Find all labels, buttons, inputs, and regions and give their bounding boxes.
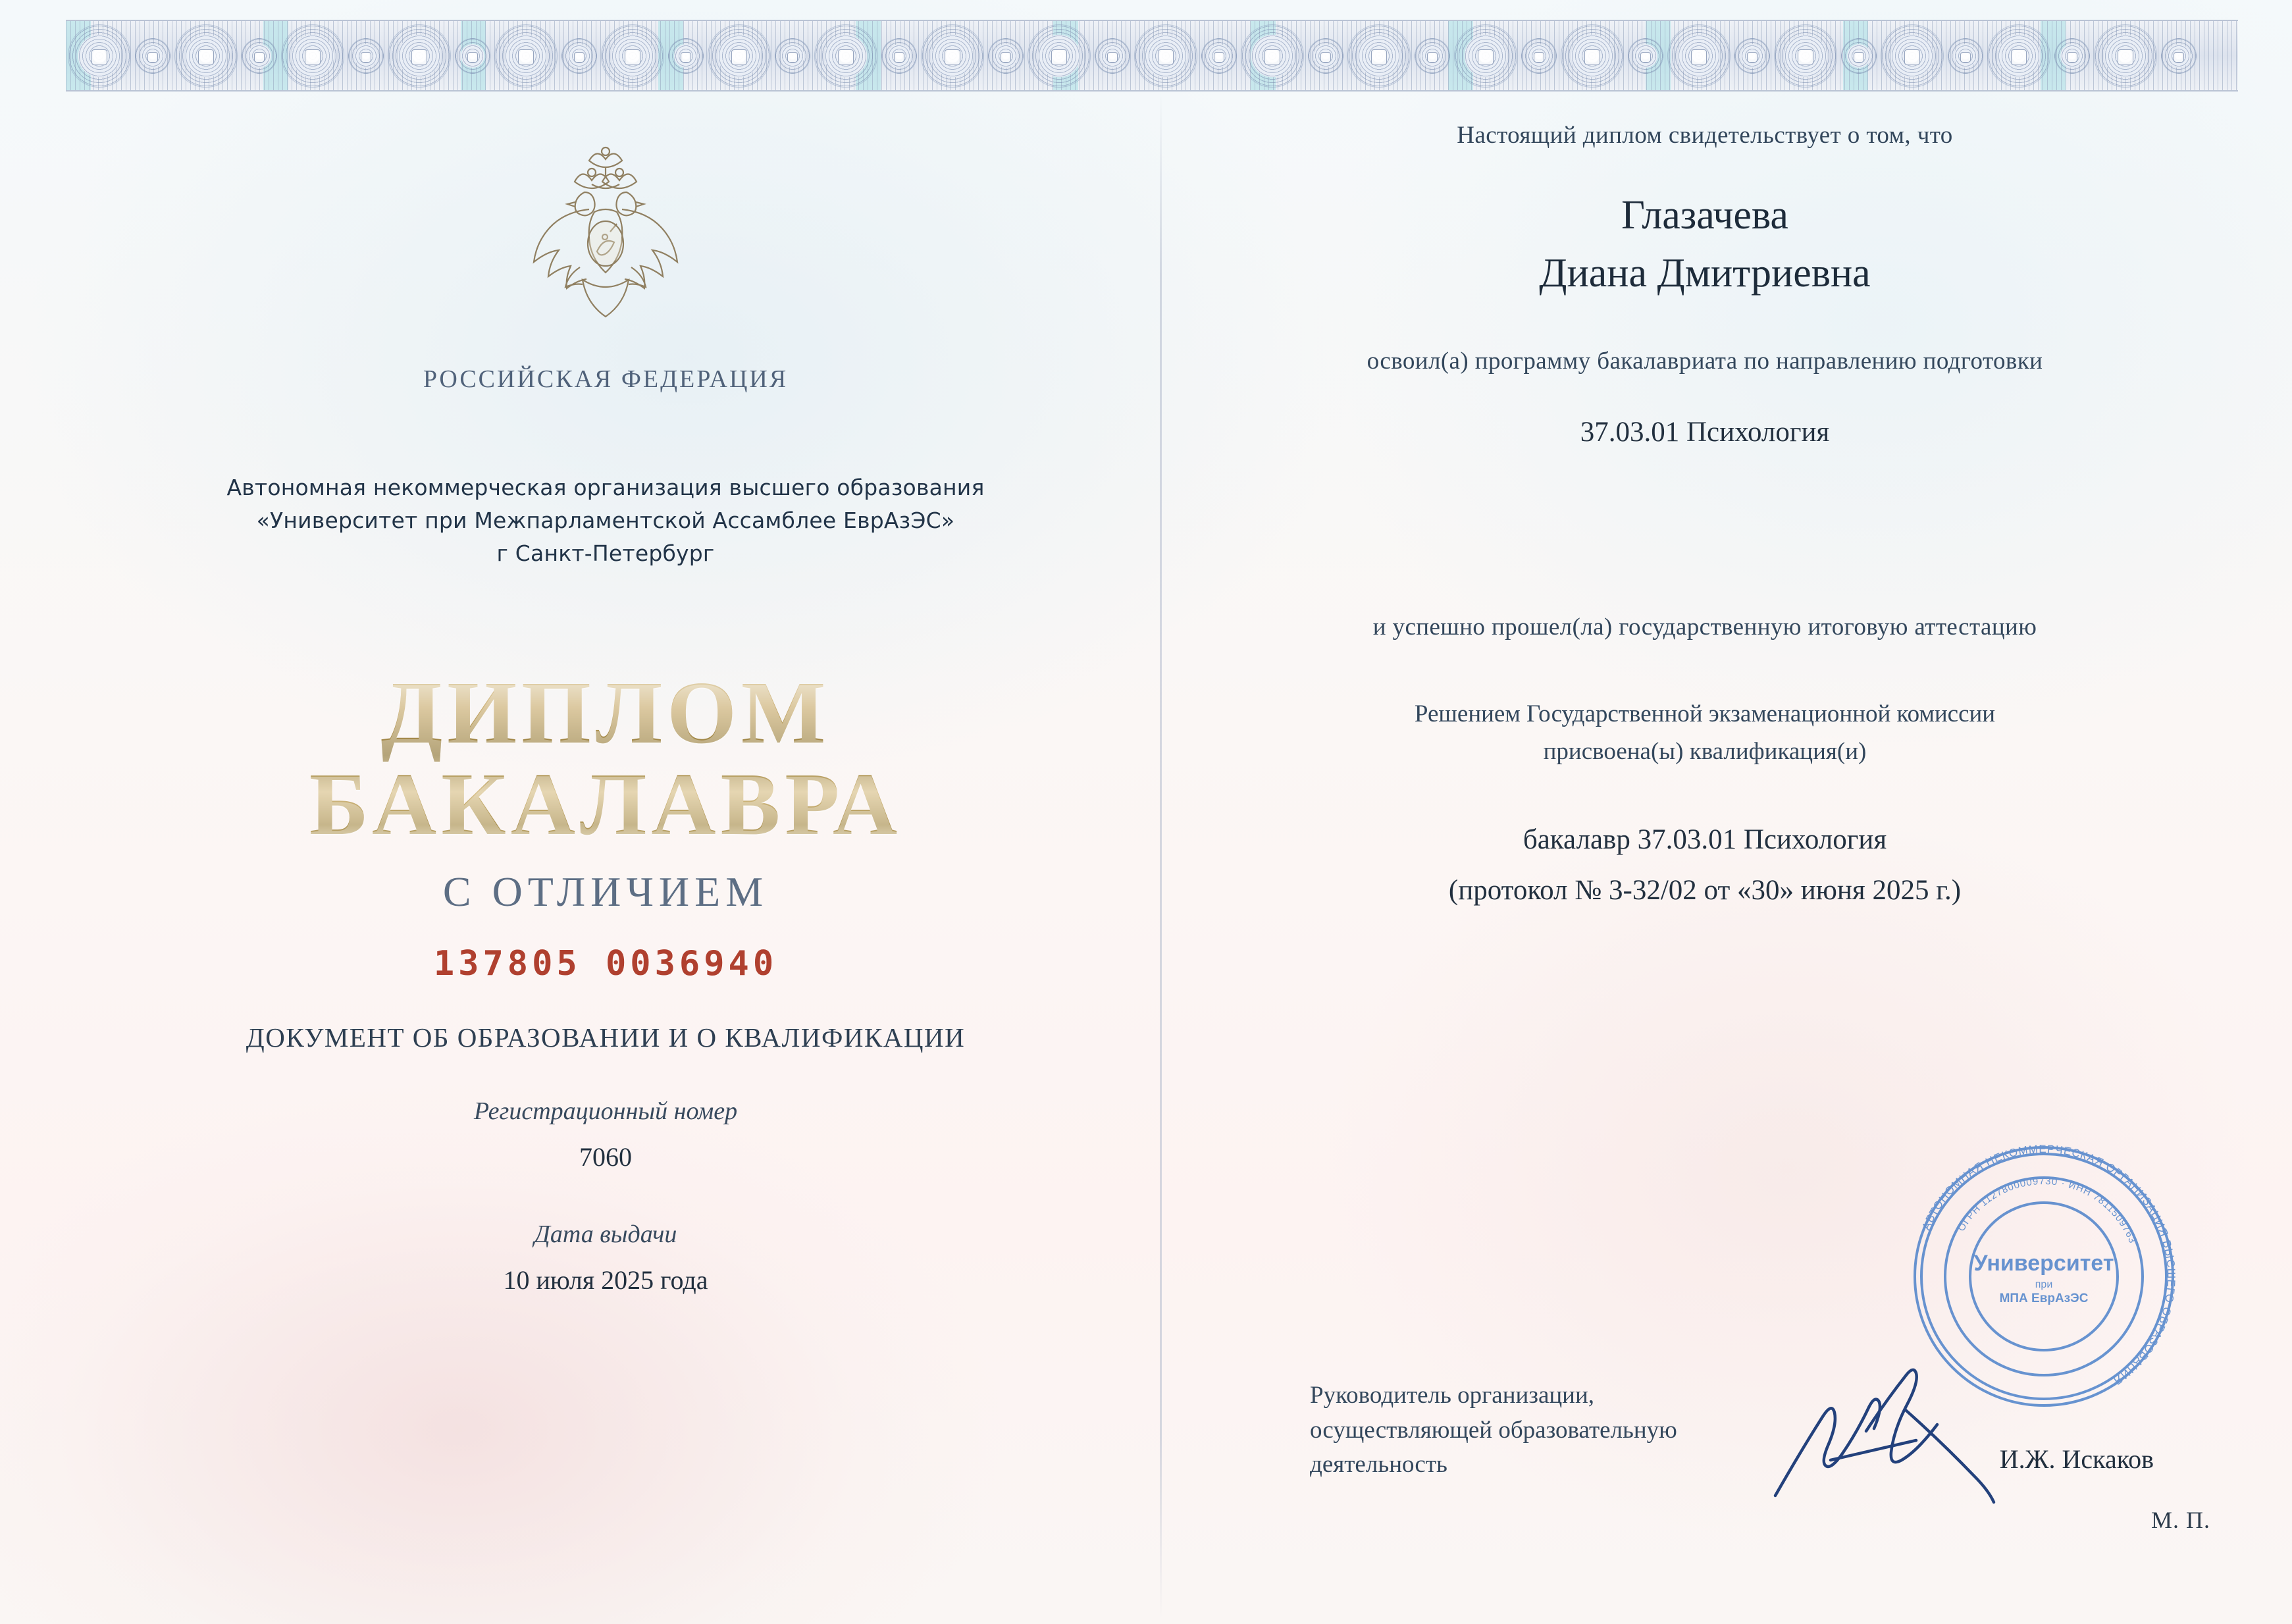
holder-surname: Глазачева — [1621, 193, 1788, 238]
rosette-icon — [1028, 24, 1091, 88]
rosette-icon — [68, 24, 131, 88]
organization-line-1: Автономная некоммерческая организация высшего образования — [226, 475, 985, 500]
rosette-icon — [1734, 38, 1770, 74]
rosette-icon — [1308, 38, 1343, 74]
rosette-icon — [1521, 38, 1557, 74]
signer-name: И.Ж. Искаков — [1999, 1444, 2154, 1474]
rosette-icon — [2094, 24, 2157, 88]
page-fold-line — [1160, 92, 1162, 1619]
protocol-value: (протокол № 3-32/02 от «30» июня 2025 г.) — [1448, 874, 1962, 906]
signer-role-line-2: осуществляющей образовательную — [1310, 1416, 1677, 1444]
rosette-icon — [1774, 24, 1837, 88]
intro-text: Настоящий диплом свидетельствует о том, что — [1457, 122, 1953, 149]
rosette-icon — [1134, 24, 1197, 88]
rosette-icon — [242, 38, 277, 74]
diploma-title — [79, 664, 1132, 854]
rosette-icon — [135, 38, 170, 74]
rosette-icon — [1561, 24, 1624, 88]
guilloche-border-decoration — [66, 20, 2238, 92]
rosette-icon — [2054, 38, 2090, 74]
rosette-icon — [1881, 24, 1944, 88]
rosette-icon — [1987, 24, 2050, 88]
svg-text:при: при — [2035, 1279, 2053, 1290]
serial-number: 137805 0036940 — [433, 943, 778, 983]
rosette-icon — [1667, 24, 1731, 88]
signer-role-line-1: Руководитель организации, — [1310, 1382, 1595, 1409]
rosette-icon — [1948, 38, 1983, 74]
rosette-icon — [1415, 38, 1450, 74]
qualification-value: бакалавр 37.03.01 Психология — [1523, 824, 1887, 855]
organization-line-3: г Санкт-Петербург — [496, 540, 715, 567]
diploma-title-line-1: ДИПЛОМ — [380, 664, 831, 763]
svg-text:АВТОНОМНАЯ НЕКОММЕРЧЕСКАЯ ОРГА: АВТОНОМНАЯ НЕКОММЕРЧЕСКАЯ ОРГАНИЗАЦИЯ ВЫСШЕГО ОБРАЗОВАНИЯ — [1919, 1142, 2178, 1388]
rosette-icon — [561, 38, 597, 74]
document-kind-label: ДОКУМЕНТ ОБ ОБРАЗОВАНИИ И О КВАЛИФИКАЦИИ — [246, 1022, 966, 1053]
rosette-icon — [668, 38, 704, 74]
signer-role — [1310, 1378, 1810, 1482]
commission-line-1: Решением Государственной экзаменационной комиссии — [1414, 700, 1996, 728]
official-round-stamp — [1889, 1122, 2199, 1431]
diploma-title-line-2: БАКАЛАВРА — [309, 755, 902, 854]
country-label: РОССИЙСКАЯ ФЕДЕРАЦИЯ — [423, 365, 789, 393]
rosette-icon — [455, 38, 490, 74]
rosette-icon — [881, 38, 917, 74]
rosette-icon — [814, 24, 877, 88]
commission-line-2: присвоена(ы) квалификация(и) — [1543, 738, 1867, 766]
rosette-icon — [494, 24, 558, 88]
svg-text:Университет: Университет — [1973, 1251, 2114, 1276]
rosette-icon — [1454, 24, 1517, 88]
organization-block — [79, 471, 1132, 570]
rosette-icon — [281, 24, 344, 88]
rosette-icon — [1201, 38, 1237, 74]
rosette-icon — [2161, 38, 2197, 74]
rosette-icon — [1095, 38, 1130, 74]
rosette-icon — [708, 24, 771, 88]
rosette-icon — [921, 24, 984, 88]
registration-number-value: 7060 — [579, 1141, 632, 1172]
signer-role-line-3: деятельность — [1310, 1451, 1447, 1479]
rosette-icon — [1241, 24, 1304, 88]
organization-line-2: «Университет при Межпарламентской Ассамблее ЕврАзЭС» — [256, 508, 955, 534]
right-page — [1185, 105, 2225, 1600]
signature-block — [1310, 1142, 2210, 1533]
holder-given-names: Диана Дмитриевна — [1539, 251, 1871, 296]
left-page — [79, 118, 1132, 1600]
issue-date-value: 10 июля 2025 года — [503, 1265, 708, 1295]
issue-date-label: Дата выдачи — [534, 1220, 677, 1248]
with-honors-label: С ОТЛИЧИЕМ — [442, 868, 769, 915]
rosette-icon — [775, 38, 810, 74]
rosette-icon — [988, 38, 1024, 74]
commission-block — [1185, 695, 2225, 771]
rosette-icon — [174, 24, 238, 88]
gia-statement: и успешно прошел(ла) государственную итоговую аттестацию — [1372, 614, 2037, 641]
rosette-icon — [348, 38, 384, 74]
svg-text:МПА ЕврАзЭС: МПА ЕврАзЭС — [1999, 1292, 2089, 1305]
rosette-icon — [1628, 38, 1663, 74]
rosette-icon — [1841, 38, 1877, 74]
registration-number-label: Регистрационный номер — [473, 1097, 738, 1125]
rosette-icon — [601, 24, 664, 88]
rosette-row — [66, 21, 2238, 90]
holder-name-block — [1185, 186, 2225, 302]
seal-place-label: М. П. — [2150, 1507, 2210, 1533]
rosette-icon — [388, 24, 451, 88]
program-code: 37.03.01 Психология — [1580, 417, 1830, 448]
program-statement: освоил(а) программу бакалавриата по направлению подготовки — [1367, 348, 2043, 375]
coat-of-arms-icon — [497, 138, 714, 355]
rosette-icon — [1347, 24, 1411, 88]
svg-text:ОГРН 1127800009730 · ИНН 78115: ОГРН 1127800009730 · ИНН 7811509763 — [1956, 1175, 2139, 1245]
